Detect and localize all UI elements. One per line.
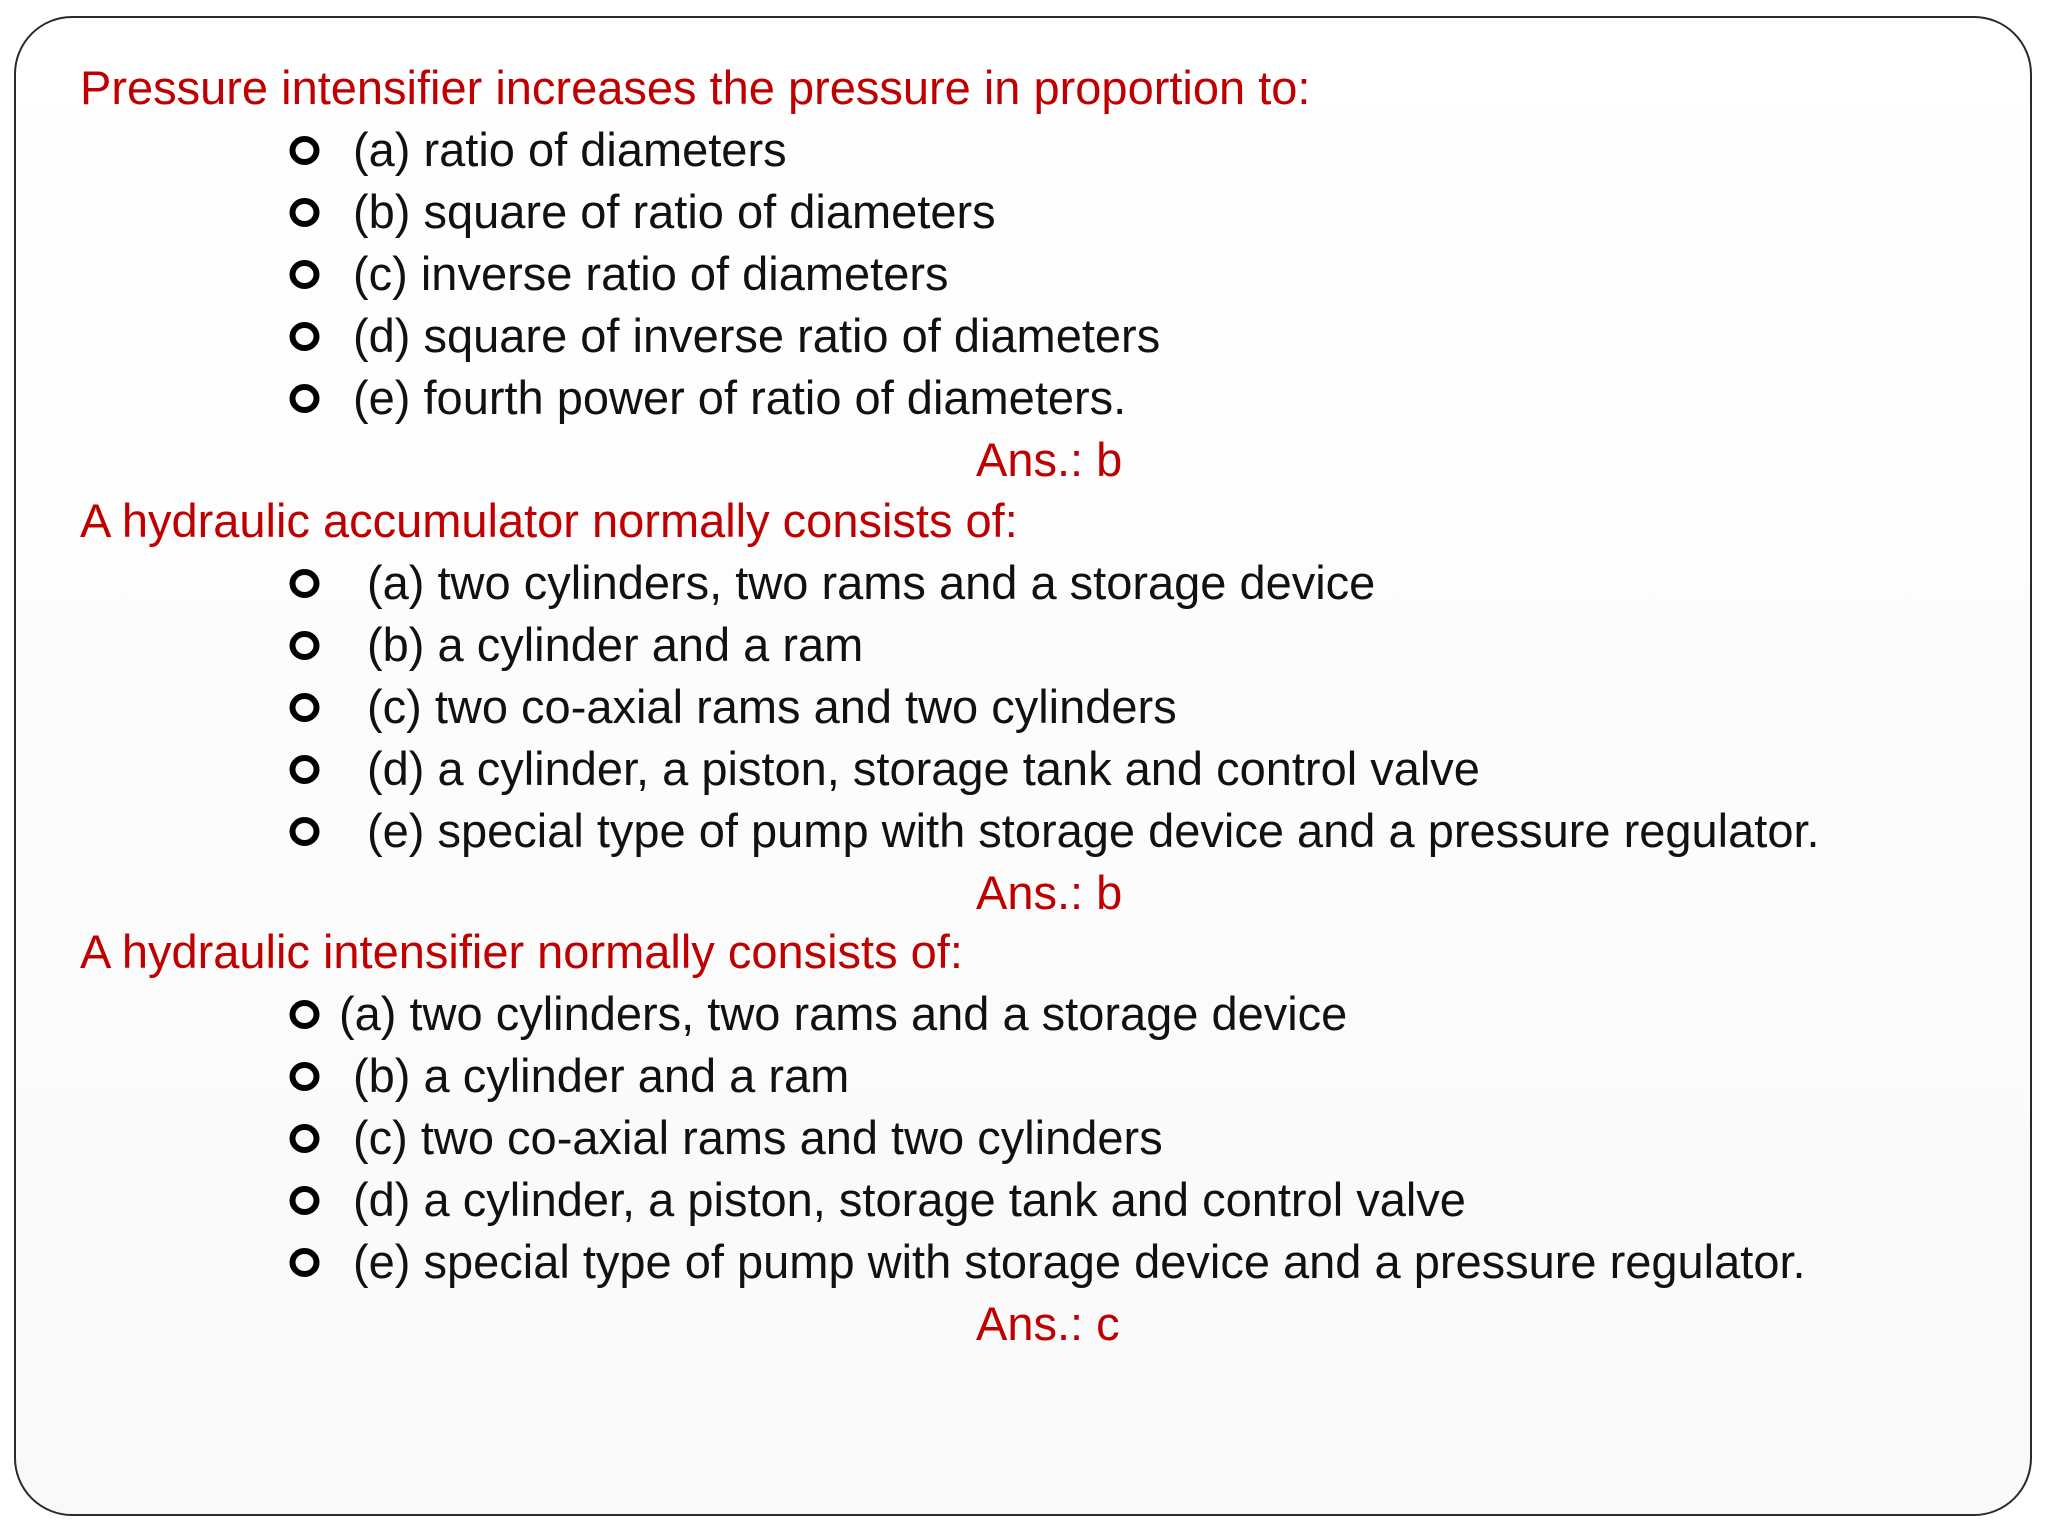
hollow-circle-bullet-icon (288, 1246, 321, 1279)
question-1-option-d[interactable] (288, 305, 1160, 367)
question-1-option-c[interactable] (288, 243, 949, 305)
question-3-option-e[interactable] (288, 1231, 1806, 1293)
option-label: (c) two co-axial rams and two cylinders (353, 1111, 1163, 1164)
question-2-option-d[interactable] (288, 738, 1480, 800)
question-1-text: Pressure intensifier increases the pressure in proportion to: (80, 61, 1311, 114)
question-3-text: A hydraulic intensifier normally consists of: (80, 925, 963, 978)
question-3-option-c[interactable] (288, 1107, 1163, 1169)
option-label: (e) special type of pump with storage device and a pressure regulator. (367, 804, 1820, 857)
option-label: (c) two co-axial rams and two cylinders (367, 680, 1177, 733)
question-2-option-e[interactable] (288, 800, 1820, 862)
option-label: (d) a cylinder, a piston, storage tank and control valve (353, 1173, 1466, 1226)
question-2-text: A hydraulic accumulator normally consists of: (80, 494, 1018, 547)
question-2-answer: Ans.: b (976, 866, 1123, 919)
hollow-circle-bullet-icon (288, 567, 321, 600)
hollow-circle-bullet-icon (288, 1184, 321, 1217)
option-label: (c) inverse ratio of diameters (353, 247, 949, 300)
hollow-circle-bullet-icon (288, 1122, 321, 1155)
question-3-option-b[interactable] (288, 1045, 849, 1107)
option-label: (a) ratio of diameters (353, 123, 787, 176)
question-1-option-b[interactable] (288, 181, 996, 243)
option-label: (b) a cylinder and a ram (353, 1049, 850, 1102)
option-label: (b) a cylinder and a ram (367, 618, 864, 671)
hollow-circle-bullet-icon (288, 1060, 321, 1093)
question-1-option-a[interactable] (288, 119, 787, 181)
question-1-answer: Ans.: b (976, 433, 1123, 486)
option-label: (b) square of ratio of diameters (353, 185, 996, 238)
question-2-option-b[interactable] (288, 614, 863, 676)
question-2-option-a[interactable] (288, 552, 1375, 614)
option-label: (a) two cylinders, two rams and a storage device (339, 987, 1348, 1040)
question-1-option-e[interactable] (288, 367, 1126, 429)
hollow-circle-bullet-icon (288, 196, 321, 229)
hollow-circle-bullet-icon (288, 998, 321, 1031)
hollow-circle-bullet-icon (288, 258, 321, 291)
hollow-circle-bullet-icon (288, 134, 321, 167)
question-3-option-a[interactable] (288, 983, 1347, 1045)
question-2-option-c[interactable] (288, 676, 1177, 738)
hollow-circle-bullet-icon (288, 815, 321, 848)
option-label: (e) fourth power of ratio of diameters. (353, 371, 1127, 424)
hollow-circle-bullet-icon (288, 320, 321, 353)
option-label: (d) a cylinder, a piston, storage tank and control valve (367, 742, 1480, 795)
option-label: (d) square of inverse ratio of diameters (353, 309, 1161, 362)
question-3-option-d[interactable] (288, 1169, 1466, 1231)
option-label: (e) special type of pump with storage device and a pressure regulator. (353, 1235, 1806, 1288)
question-3-answer: Ans.: c (976, 1297, 1120, 1350)
hollow-circle-bullet-icon (288, 382, 321, 415)
hollow-circle-bullet-icon (288, 691, 321, 724)
hollow-circle-bullet-icon (288, 753, 321, 786)
option-label: (a) two cylinders, two rams and a storage device (367, 556, 1376, 609)
hollow-circle-bullet-icon (288, 629, 321, 662)
